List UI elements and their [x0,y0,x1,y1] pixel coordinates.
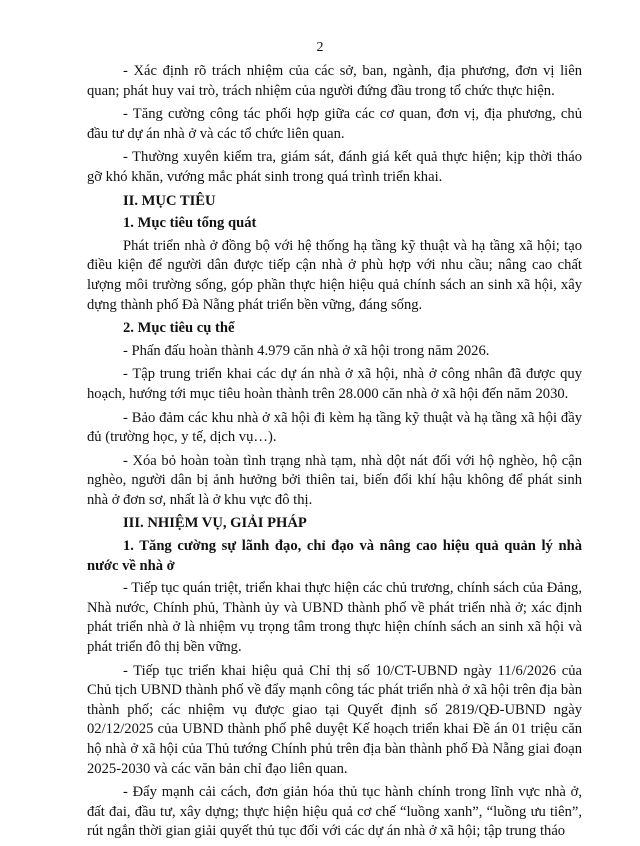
document-body [87,62,582,846]
paragraph: - Bảo đảm các khu nhà ở xã hội đi kèm hạ tầng kỹ thuật và hạ tầng xã hội đầy đủ (trường học, y tế, dịch vụ…). [87,409,582,446]
section-heading: III. NHIỆM VỤ, GIẢI PHÁP [123,515,307,532]
paragraph: - Tăng cường công tác phối hợp giữa các cơ quan, đơn vị, địa phương, chủ đầu tư dự án nhà ở và các tổ chức liên quan. [87,106,582,142]
subsection-heading: 2. Mục tiêu cụ thể [123,320,235,337]
page-number: 2 [316,40,324,55]
subsection-heading: 1. Mục tiêu tổng quát [123,215,257,232]
paragraph: - Phấn đấu hoàn thành 4.979 căn nhà ở xã hội trong năm 2026. [123,342,490,359]
paragraph: - Xóa bỏ hoàn toàn tình trạng nhà tạm, nhà dột nát đối với hộ nghèo, hộ cận nghèo, người dân bị ảnh hưởng bởi thiên tai, biến đổi khí hậu không để phát sinh nhà ở đơn sơ, nhất là ở khu vực đô thị. [87,452,582,508]
paragraph: - Thường xuyên kiểm tra, giám sát, đánh giá kết quả thực hiện; kịp thời tháo gỡ khó khăn, vướng mắc phát sinh trong quá trình triển khai. [87,149,582,185]
paragraph: - Đẩy mạnh cải cách, đơn giản hóa thủ tục hành chính trong lĩnh vực nhà ở, đất đai, đầu tư, xây dựng; thực hiện hiệu quả cơ chế “luồng xanh”, “luồng ưu tiên”, rút ngắn thời gian giải quyết thủ tục đối với các dự án nhà ở xã hội; tập trung tháo [87,784,582,840]
paragraph: - Tập trung triển khai các dự án nhà ở xã hội, nhà ở công nhân đã được quy hoạch, hướng tới mục tiêu hoàn thành trên 28.000 căn nhà ở xã hội đến năm 2030. [87,366,582,402]
paragraph: Phát triển nhà ở đồng bộ với hệ thống hạ tầng kỹ thuật và hạ tầng xã hội; tạo điều kiện để người dân được tiếp cận nhà ở phù hợp với nhu cầu; nâng cao chất lượng môi trường sống, góp phần thực hiện hiệu quả chính sách an sinh xã hội, xây dựng thành phố Đà Nẵng phát triển bền vững, đáng sống. [87,237,582,313]
subsection-heading: 1. Tăng cường sự lãnh đạo, chỉ đạo và nâng cao hiệu quả quản lý nhà nước về nhà ở [87,538,582,574]
paragraph: - Tiếp tục triển khai hiệu quả Chỉ thị số 10/CT-UBND ngày 11/6/2026 của Chủ tịch UBND thành phố về đẩy mạnh công tác phát triển nhà ở xã hội trên địa bàn thành phố; các nhiệm vụ được giao tại Quyết định số 2819/QĐ-UBND ngày 02/12/2025 của UBND thành phố phê duyệt Kế hoạch triển khai Đề án 01 triệu căn hộ nhà ở xã hội của Thủ tướng Chính phủ trên địa bàn thành phố Đà Nẵng giai đoạn 2025-2030 và các văn bản chỉ đạo liên quan. [87,662,582,777]
paragraph: - Xác định rõ trách nhiệm của các sở, ban, ngành, địa phương, đơn vị liên quan; phát huy vai trò, trách nhiệm của người đứng đầu trong tổ chức thực hiện. [87,63,582,99]
section-heading: II. MỤC TIÊU [123,192,216,209]
paragraph: - Tiếp tục quán triệt, triển khai thực hiện các chủ trương, chính sách của Đảng, Nhà nước, Chính phủ, Thành ủy và UBND thành phố về phát triển nhà ở; xác định phát triển nhà ở là nhiệm vụ trọng tâm trong thực hiện chính sách an sinh xã hội và phát triển đô thị bền vững. [87,580,582,656]
